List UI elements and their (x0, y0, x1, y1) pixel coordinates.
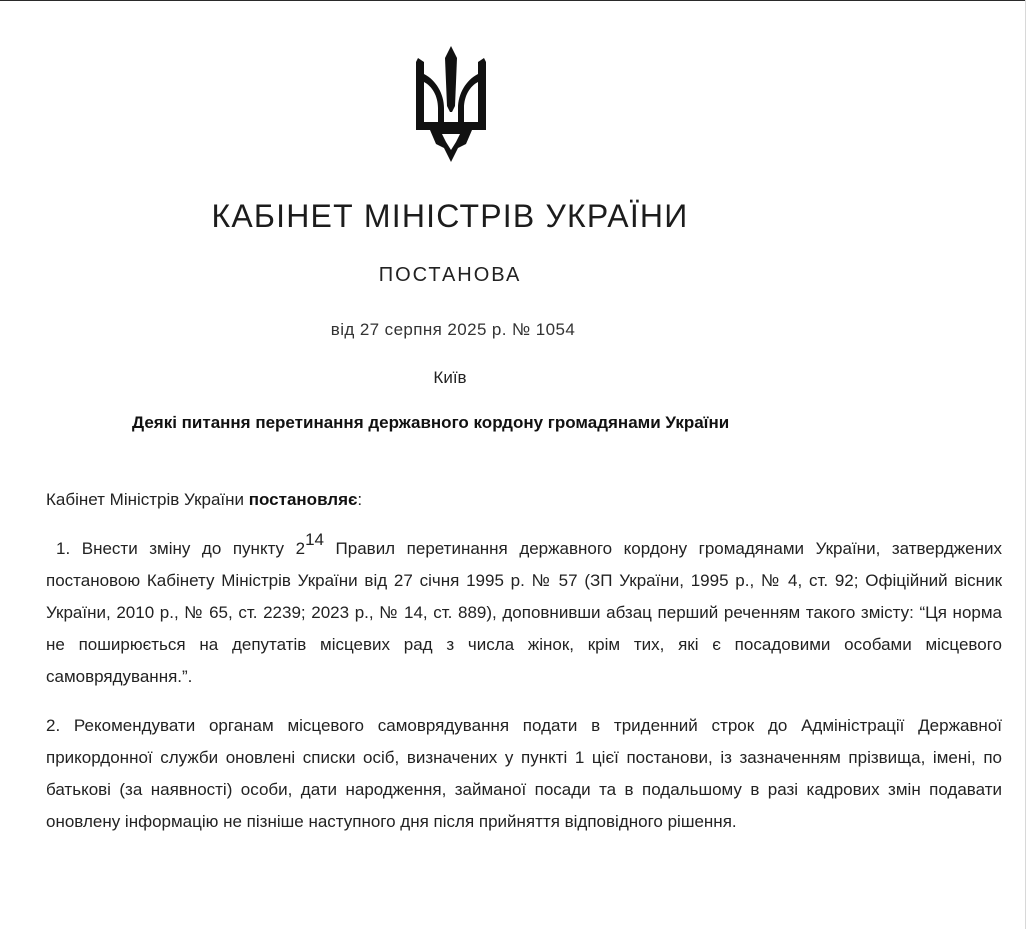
paragraph-1-rest: Правил перетинання державного кордону громадянами України, затверджених постановою Кабінету Міністрів України від 27 січня 1995 р. № 57 (ЗП України, 1995 р., № 4, ст. 92; Офіційний вісник України, 2010 р., № 65, ст. 2239; 2023 р., № 14, ст. 889), доповнивши абзац перший реченням такого змісту: “Ця норма не поширюється на депутатів місцевих рад з числа жінок, крім тих, які є посадовими особами місцевого самоврядування.”. (46, 539, 1002, 686)
preamble-text: Кабінет Міністрів України (46, 490, 249, 509)
preamble-colon: : (357, 490, 363, 509)
cabinet-title: КАБІНЕТ МІНІСТРІВ УКРАЇНИ (211, 198, 689, 234)
decree-subject: Деякі питання перетинання державного кордону громадянами України (132, 413, 730, 432)
paragraph-2: 2. Рекомендувати органам місцевого самоврядування подати в триденний строк до Адміністрації Державної прикордонної служби оновлені списки осіб, визначених у пункті 1 цієї постанови, із зазначенням прізвища, імені, по батькові (за наявності) особи, дати народження, займаної посади та в подальшому в разі кадрових змін подавати оновлену інформацію не пізніше наступного дня після прийняття відповідного рішення. (46, 716, 1002, 831)
decree-date-number: від 27 серпня 2025 р. № 1054 (330, 320, 576, 339)
preamble (46, 490, 362, 510)
paragraph-1-superscript: 14 (305, 530, 324, 549)
trident-icon (412, 44, 490, 164)
paragraph-1 (46, 530, 1002, 693)
top-border (0, 0, 1026, 1)
paragraph-1-start: 1. Внести зміну до пункту 2 (56, 539, 306, 558)
city: Київ (433, 368, 467, 387)
document-type: ПОСТАНОВА (378, 264, 522, 286)
preamble-bold: постановляє (248, 490, 358, 509)
